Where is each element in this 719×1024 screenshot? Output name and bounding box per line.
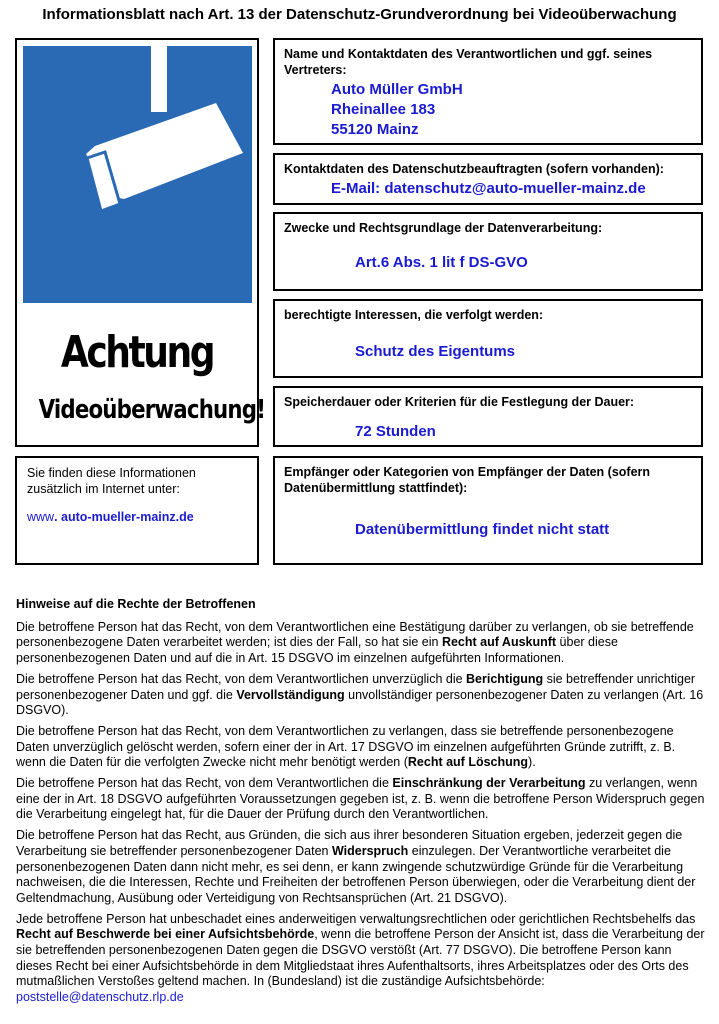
purpose-label: Zwecke und Rechtsgrundlage der Datenverarbeitung: [284, 221, 603, 235]
camera-icon [23, 46, 252, 303]
sign-subtitle-text: Videoüberwachung! [38, 395, 266, 425]
purpose-value: Art.6 Abs. 1 lit f DS-GVO [355, 254, 528, 271]
storage-value: 72 Stunden [355, 423, 436, 440]
controller-label: Name und Kontaktdaten des Verantwortlichen und ggf. seines Vertreters: [284, 47, 653, 77]
website-domain: . auto-mueller-mainz.de [54, 510, 194, 524]
recipients-value: Datenübermittlung findet nicht statt [355, 521, 610, 538]
rights-paragraph: Die betroffene Person hat das Recht, von dem Verantwortlichen zu verlangen, dass sie betreffende personenbezogene Daten unverzüglich gelöscht werden, sofern einer der in Art. 17 DSGVO im einzelnen aufgeführten Gründe zutrifft, z. B. wenn die Daten für die verfolgten Zwecke nicht mehr benötigt werden (Recht auf Löschung). [16, 723, 676, 770]
controller-street: Rheinallee 183 [331, 101, 436, 118]
interests-value: Schutz des Eigentums [355, 343, 516, 360]
website-link[interactable] [27, 510, 194, 524]
rights-paragraph: Die betroffene Person hat das Recht, von dem Verantwortlichen eine Bestätigung darüber zu verlangen, ob sie betreffende personenbezogene Daten verarbeitet werden; ist dies der Fall, so hat sie ein Recht auf Auskunft über diese personenbezogenen Daten und auf die in Art. 15 DSGVO im einzelnen aufgeführten Informationen. [16, 619, 694, 666]
dpo-box [273, 153, 703, 205]
dpo-email[interactable]: E-Mail: datenschutz@auto-mueller-mainz.de [331, 180, 646, 197]
recipients-box [273, 456, 703, 565]
storage-label: Speicherdauer oder Kriterien für die Festlegung der Dauer: [284, 395, 635, 409]
rights-paragraph: Die betroffene Person hat das Recht, von dem Verantwortlichen die Einschränkung der Verarbeitung zu verlangen, wenn eine der in Art. 18 DSGVO aufgeführten Voraussetzungen gegeben ist, z. B. wenn die betroffene Person Widerspruch gegen die Verarbeitung eingelegt hat, für die Dauer der Prüfung durch den Verantwortlichen. [16, 776, 705, 822]
sign-blue-panel [23, 46, 252, 303]
website-info-text: Sie finden diese Informationen zusätzlich im Internet unter: [27, 466, 196, 496]
recipients-label: Empfänger oder Kategorien von Empfänger der Daten (sofern Datenübermittlung stattfindet): [284, 465, 651, 495]
website-prefix: www [27, 510, 55, 524]
controller-box [273, 38, 703, 145]
rights-heading: Hinweise auf die Rechte der Betroffenen [16, 597, 256, 611]
dpo-label: Kontaktdaten des Datenschutzbeauftragten (sofern vorhanden): [284, 162, 664, 176]
rights-paragraph: Die betroffene Person hat das Recht, aus Gründen, die sich aus ihrer besonderen Situation ergeben, jederzeit gegen die Verarbeitung sie betreffender personenbezogener Daten Widerspruch einzulegen. Der Verantwortliche verarbeitet die personenbezogenen Daten dann nicht mehr, es sei denn, er kann zwingende schutzwürdige Gründe für die Verarbeitung nachweisen, die die Interessen, Rechte und Freiheiten der betroffenen Person überwiegen, oder die Verarbeitung dient der Geltendmachung, Ausübung oder Verteidigung von Rechtsansprüchen (Art. 21 DSGVO). [16, 828, 696, 905]
website-info-box [15, 456, 259, 565]
rights-paragraph: Die betroffene Person hat das Recht, von dem Verantwortlichen unverzüglich die Berichtigung sie betreffender unrichtiger personenbezogener Daten und ggf. die Vervollständigung unvollständiger personenbezogener Daten zu verlangen (Art. 16 DSGVO). [16, 671, 704, 718]
authority-email-link[interactable]: poststelle@datenschutz.rlp.de [16, 990, 184, 1005]
interests-box [273, 299, 703, 378]
page-title: Informationsblatt nach Art. 13 der Datenschutz-Grundverordnung bei Videoüberwachung [42, 6, 677, 23]
controller-name: Auto Müller GmbH [331, 81, 463, 98]
rights-section [16, 597, 706, 1011]
storage-box [273, 386, 703, 447]
rights-paragraph: Jede betroffene Person hat unbeschadet eines anderweitigen verwaltungsrechtlichen oder gerichtlichen Rechtsbehelfs das Recht auf Beschwerde bei einer Aufsichtsbehörde, wenn die betroffene Person der Ansicht ist, dass die Verarbeitung der sie betreffenden personenbezogenen Daten gegen die DSGVO verstößt (Art. 77 DSGVO). Die betroffene Person kann dieses Recht bei einer Aufsichtsbehörde in dem Mitgliedstaat ihres Aufenthaltsorts, ihres Arbeitsplatzes oder des Orts des mutmaßlichen Verstoßes geltend machen. In (Bundesland) ist die zuständige Aufsichtsbehörde: poststelle@datenschutz.rlp.de [16, 911, 705, 1005]
purpose-box [273, 212, 703, 291]
sign-warning-text: Achtung [60, 327, 214, 378]
video-surveillance-sign [15, 38, 266, 447]
controller-city: 55120 Mainz [331, 121, 419, 138]
interests-label: berechtigte Interessen, die verfolgt werden: [284, 308, 544, 322]
